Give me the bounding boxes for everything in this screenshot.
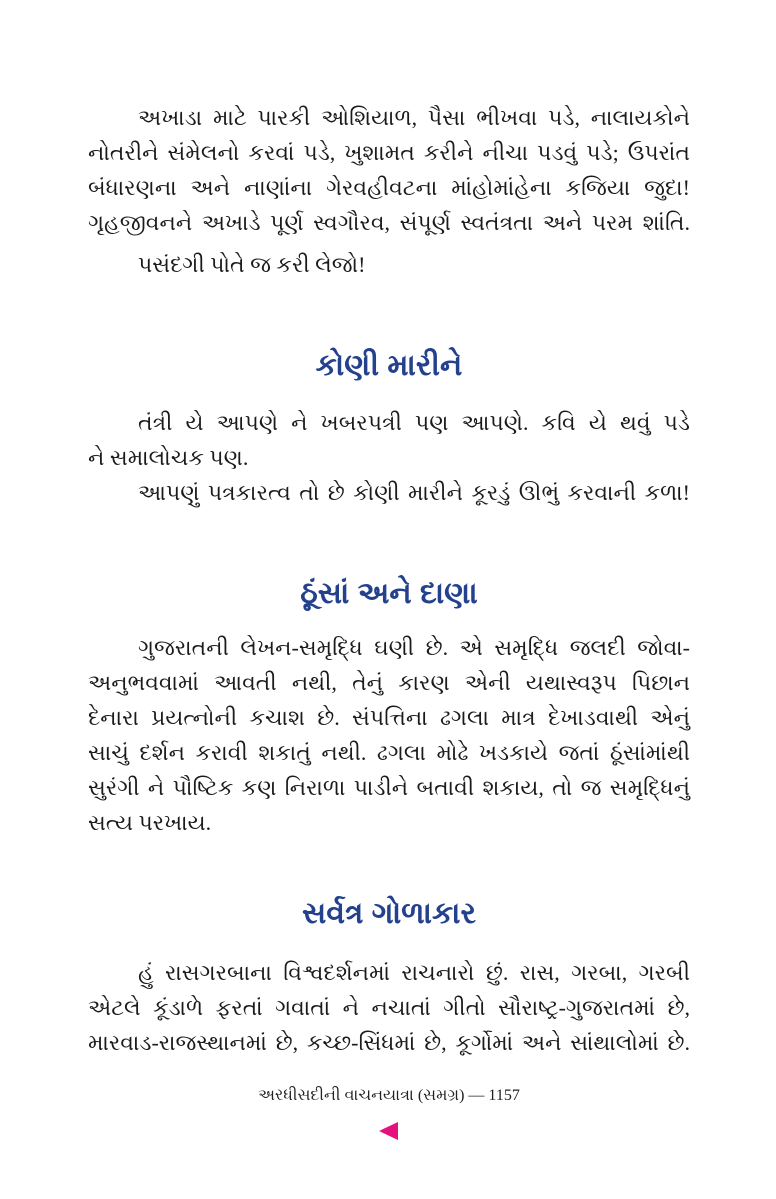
text-line: આપણું પત્રકારત્વ તો છે કોણી મારીને કૂરડું ઊભું કરવાની કળા! (138, 480, 690, 505)
text-line: અખાડા માટે પારકી ઓશિયાળ, પૈસા ભીખવા પડે, નાલાયકોને (138, 105, 690, 130)
text-line: તંત્રી યે આપણે ને ખબરપત્રી પણ આપણે. કવિ યે થવું પડે (138, 410, 690, 435)
paragraph (88, 955, 690, 1060)
text-line: પસંદગી પોતે જ કરી લેજો! (138, 252, 366, 277)
paragraph (88, 405, 690, 475)
text-line: અનુભવવામાં આવતી નથી, તેનું કારણ એની યથાસ્વરૂપ પિછાન (88, 670, 690, 695)
page-body (88, 100, 690, 1140)
paragraph (88, 100, 690, 240)
page-footer: અરધીસદીની વાચનયાત્રા (સમગ્ર) — 1157 (258, 1087, 520, 1104)
text-line: સત્ય પરખાય. (88, 810, 212, 835)
section-heading: કોણી મારીને (315, 349, 463, 382)
text-line: ગૃહજીવનને અખાડે પૂર્ણ સ્વગૌરવ, સંપૂર્ણ સ્વતંત્રતા અને પરમ શાંતિ. (88, 210, 690, 235)
paragraph (88, 475, 690, 510)
text-line: સુરંગી ને પૌષ્ટિક કણ નિરાળા પાડીને બતાવી શકાય, તો જ સમૃદ્ધિનું (88, 775, 690, 800)
text-line: બંધારણના અને નાણાંના ગેરવહીવટના માંહોમાંહેના કજિયા જુદા! (88, 175, 690, 200)
text-line: સાચું દર્શન કરાવી શકાતું નથી. ઢગલા મોઢે ખડકાયે જતાં ઠૂંસાંમાંથી (88, 740, 690, 765)
text-line: નોતરીને સંમેલનો કરવાં પડે, ખુશામત કરીને નીચા પડવું પડે; ઉપરાંત (88, 140, 690, 165)
text-line: ને સમાલોચક પણ. (88, 445, 249, 470)
paragraph (88, 247, 690, 282)
text-line: એટલે કૂંડાળે ફરતાં ગવાતાં ને નચાતાં ગીતો સૌરાષ્ટ્ર-ગુજરાતમાં છે, (88, 995, 690, 1020)
section-heading: સર્વત્ર ગોળાકાર (302, 897, 476, 930)
text-line: દેનારા પ્રયત્નોની કચાશ છે. સંપત્તિના ઢગલા માત્ર દેખાડવાથી એનું (88, 705, 690, 730)
text-line: મારવાડ-રાજસ્થાનમાં છે, કચ્છ-સિંધમાં છે, કૂર્ગોમાં અને સાંથાલોમાં છે. (88, 1030, 690, 1055)
paragraph (88, 630, 690, 840)
text-line: હું રાસગરબાના વિશ્વદર્શનમાં રાચનારો છું. રાસ, ગરબા, ગરબી (138, 960, 690, 985)
section-heading: ઠૂંસાં અને દાણા (300, 577, 478, 610)
text-line: ગુજરાતની લેખન-સમૃદ્ધિ ઘણી છે. એ સમૃદ્ધિ જલદી જોવા- (138, 635, 690, 660)
prev-page-button[interactable] (379, 1122, 399, 1140)
left-triangle-icon (379, 1122, 398, 1140)
